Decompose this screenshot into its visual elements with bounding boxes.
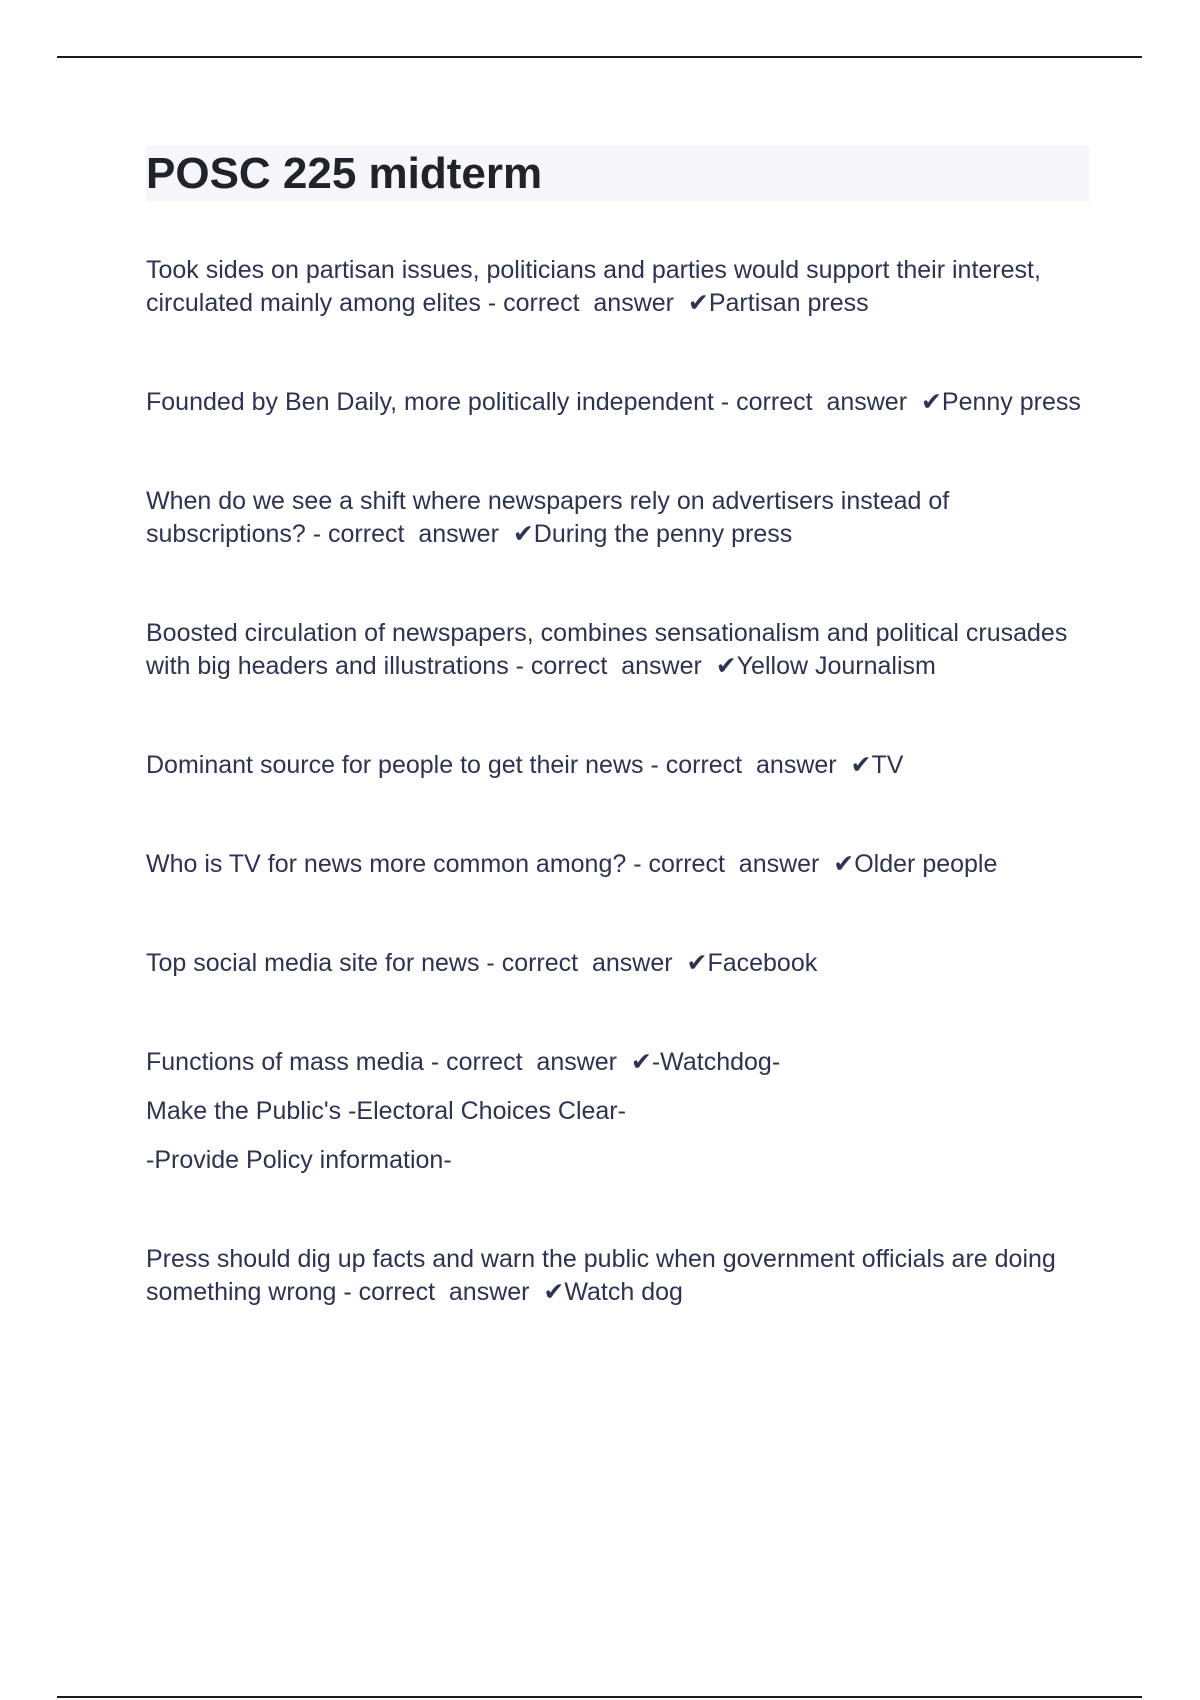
question-text: Boosted circulation of newspapers, combines sensationalism and political crusades with big headers and illustrations bbox=[146, 619, 1068, 680]
qa-item bbox=[146, 848, 1090, 881]
question-text: Took sides on partisan issues, politicians and parties would support their interest, circulated mainly among elites bbox=[146, 256, 1041, 317]
answer-text: Watch dog bbox=[564, 1278, 683, 1306]
checkmark-icon: ✔ bbox=[920, 388, 942, 416]
qa-item bbox=[146, 1243, 1090, 1309]
answer-text: TV bbox=[871, 751, 904, 779]
answer-text: Yellow Journalism bbox=[736, 652, 936, 680]
answer-text: Older people bbox=[854, 850, 998, 878]
qa-item bbox=[146, 386, 1090, 419]
checkmark-icon: ✔ bbox=[833, 850, 855, 878]
top-divider bbox=[57, 56, 1142, 58]
answer-marker: - correct answer bbox=[423, 1048, 631, 1076]
page-title: POSC 225 midterm bbox=[146, 149, 543, 198]
qa-item bbox=[146, 254, 1090, 320]
answer-text: Penny press bbox=[941, 388, 1081, 416]
answer-marker: - correct answer bbox=[713, 388, 921, 416]
question-text: Press should dig up facts and warn the public when government officials are doing something wrong bbox=[146, 1245, 1056, 1306]
question-text: When do we see a shift where newspapers rely on advertisers instead of subscriptions? bbox=[146, 487, 950, 548]
checkmark-icon: ✔ bbox=[850, 751, 872, 779]
answer-marker: - correct answer bbox=[305, 520, 513, 548]
answer-text: Facebook bbox=[707, 949, 818, 977]
question-text: Functions of mass media bbox=[146, 1048, 424, 1076]
checkmark-icon: ✔ bbox=[512, 520, 534, 548]
document-body bbox=[146, 146, 1090, 1375]
qa-item bbox=[146, 617, 1090, 683]
answer-text: During the penny press bbox=[533, 520, 793, 548]
answer-marker: - correct answer bbox=[480, 289, 688, 317]
answer-text: -Watchdog- bbox=[651, 1048, 781, 1076]
checkmark-icon: ✔ bbox=[715, 652, 737, 680]
question-text: Dominant source for people to get their news bbox=[146, 751, 644, 779]
title-band bbox=[146, 146, 1090, 202]
checkmark-icon: ✔ bbox=[630, 1048, 652, 1076]
question-text: Top social media site for news bbox=[146, 949, 480, 977]
qa-item bbox=[146, 485, 1090, 551]
question-text: Founded by Ben Daily, more politically independent bbox=[146, 388, 714, 416]
answer-marker: - correct answer bbox=[336, 1278, 544, 1306]
answer-marker: - correct answer bbox=[479, 949, 687, 977]
bottom-divider bbox=[57, 1696, 1142, 1698]
answer-text: Partisan press bbox=[708, 289, 869, 317]
question-text: Who is TV for news more common among? bbox=[146, 850, 627, 878]
checkmark-icon: ✔ bbox=[686, 949, 708, 977]
answer-continuation-line: Make the Public's -Electoral Choices Clear- bbox=[146, 1097, 626, 1125]
answer-marker: - correct answer bbox=[508, 652, 716, 680]
answer-marker: - correct answer bbox=[626, 850, 834, 878]
qa-item bbox=[146, 947, 1090, 980]
qa-item bbox=[146, 749, 1090, 782]
qa-item bbox=[146, 1046, 1090, 1079]
answer-marker: - correct answer bbox=[643, 751, 851, 779]
answer-continuation-line: -Provide Policy information- bbox=[146, 1146, 452, 1174]
checkmark-icon: ✔ bbox=[543, 1278, 565, 1306]
checkmark-icon: ✔ bbox=[687, 289, 709, 317]
